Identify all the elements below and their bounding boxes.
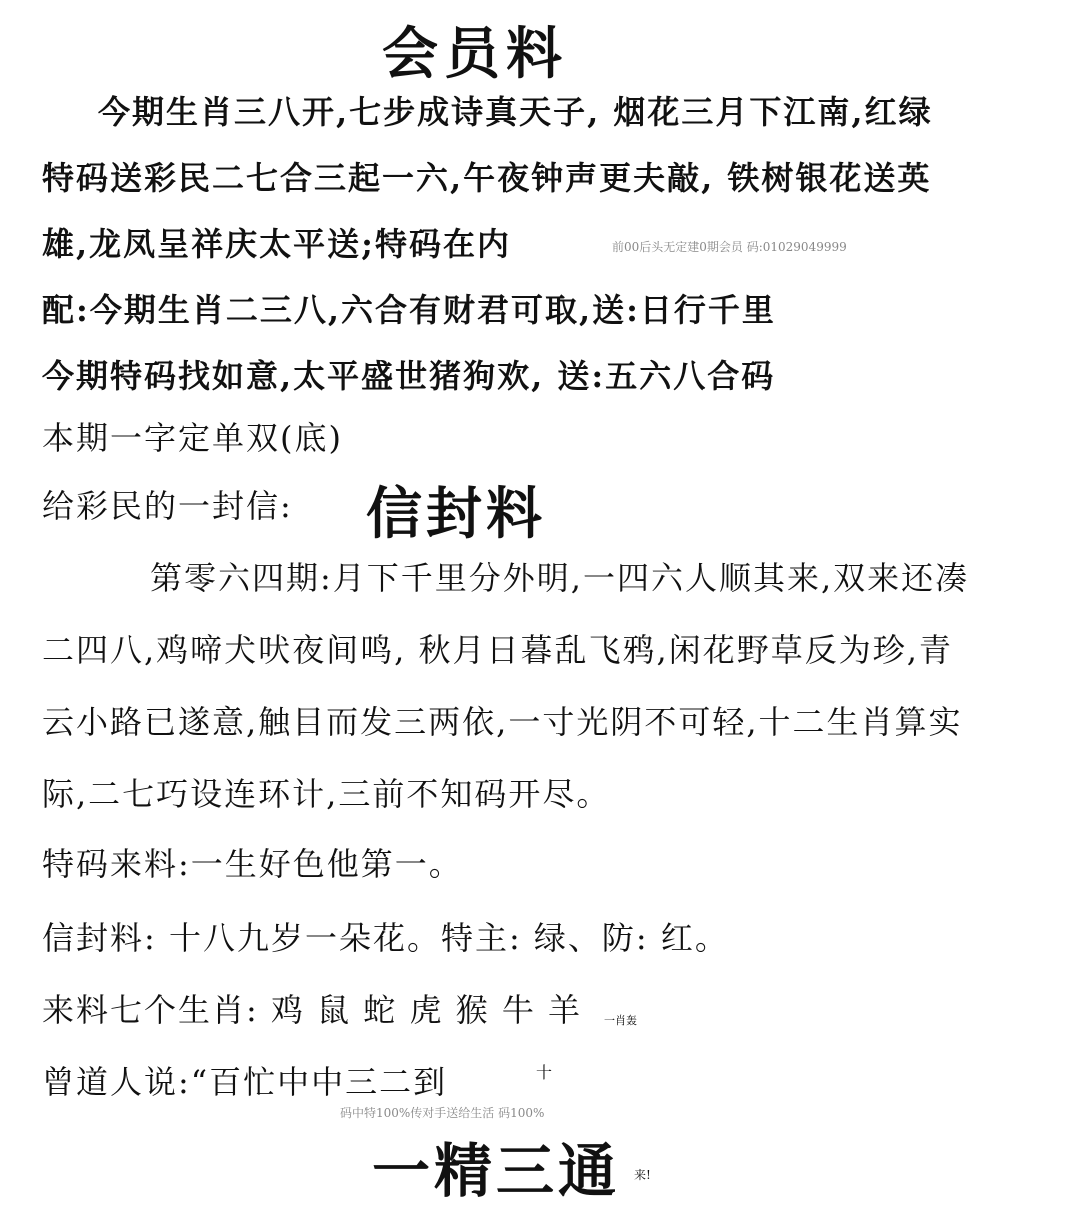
- letter-label: 给彩民的一封信:: [42, 487, 293, 525]
- seven-zodiac-line: 来料七个生肖: 鸡 鼠 蛇 虎 猴 牛 羊: [42, 991, 582, 1029]
- faded-footer: 码中特100%传对手送给生活 码100%: [340, 1106, 545, 1120]
- member-line-1: 今期生肖三八开,七步成诗真天子, 烟花三月下江南,红绿: [98, 93, 933, 131]
- taoist-mark: 十: [536, 1063, 553, 1082]
- envelope-line: 信封料: 十八九岁一朵花。特主: 绿、防: 红。: [42, 919, 729, 957]
- letter-line-4: 际,二七巧设连环计,三前不知码开尽。: [42, 775, 611, 813]
- member-line-4: 配:今期生肖二三八,六合有财君可取,送:日行千里: [42, 291, 776, 329]
- special-code-line: 特码来料:一生好色他第一。: [42, 845, 463, 883]
- bottom-title: 一精三通: [372, 1137, 621, 1205]
- member-line-3: 雄,龙凤呈祥庆太平送;特码在内: [42, 225, 511, 263]
- letter-line-3: 云小路已遂意,触目而发三两依,一寸光阴不可轻,十二生肖算实: [42, 703, 963, 741]
- member-title: 会员料: [382, 21, 568, 87]
- member-line-5: 今期特码找如意,太平盛世猪狗欢, 送:五六八合码: [42, 357, 776, 395]
- letter-line-1: 第零六四期:月下千里分外明,一四六人顺其来,双来还凑: [150, 559, 970, 597]
- seven-zodiac-note: 一肖轰: [604, 1014, 637, 1027]
- bottom-note: 来!: [634, 1168, 651, 1182]
- member-line-2: 特码送彩民二七合三起一六,午夜钟声更夫敲, 铁树银花送英: [42, 159, 932, 197]
- letter-title: 信封料: [366, 481, 546, 547]
- letter-line-2: 二四八,鸡啼犬吠夜间鸣, 秋月日暮乱飞鸦,闲花野草反为珍,青: [42, 631, 953, 669]
- member-line-6: 本期一字定单双(底): [42, 419, 343, 457]
- member-line-3-faded: 前00后头无定建0期会员 码:01029049999: [612, 240, 847, 254]
- taoist-line: 曾道人说:“百忙中中三二到: [42, 1063, 448, 1101]
